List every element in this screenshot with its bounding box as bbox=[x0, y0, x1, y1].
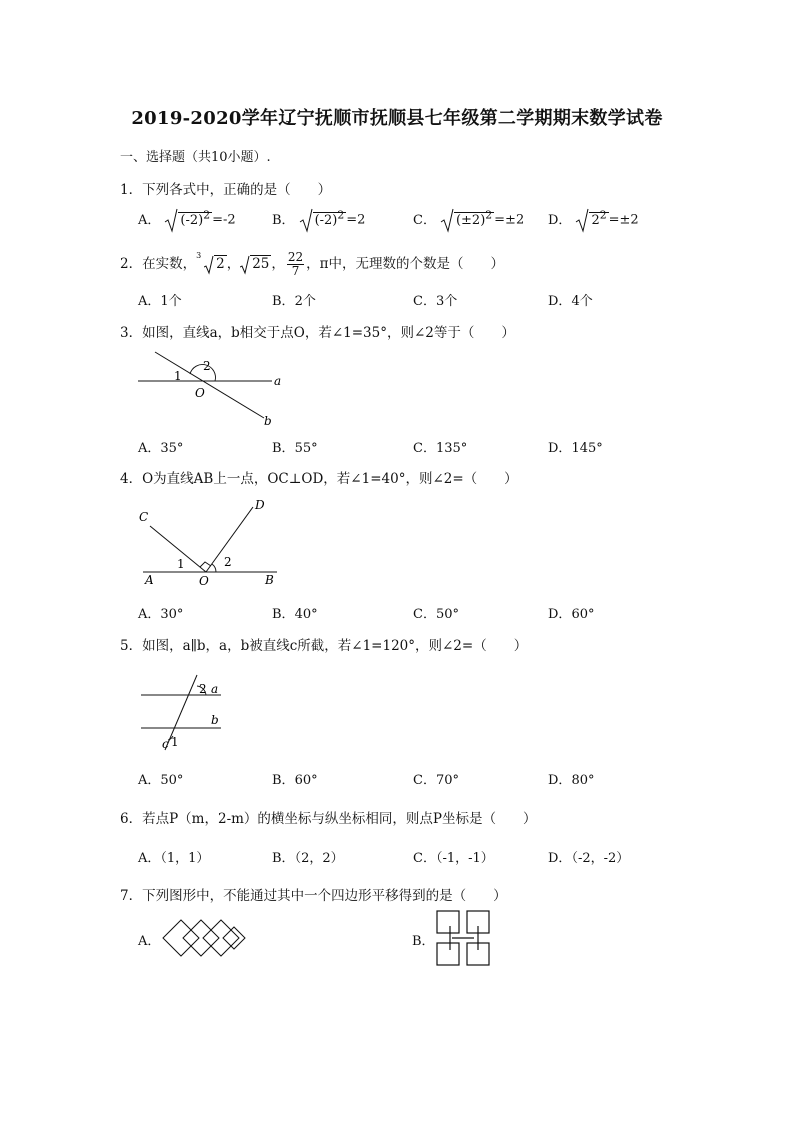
q6-option-b[interactable]: B．（2，2） bbox=[272, 851, 344, 866]
q3-option-d[interactable]: D．145° bbox=[548, 441, 603, 456]
q1d-radicand: $2^2$ bbox=[591, 208, 607, 228]
root-sign-icon bbox=[204, 255, 214, 275]
angle-2-label: 2 bbox=[203, 359, 211, 373]
question-6-stem: 6．若点P（m，2-m）的横坐标与纵坐标相同，则点P坐标是（ ） bbox=[120, 811, 537, 827]
rhombus-shape bbox=[223, 927, 245, 949]
point-b-label: B bbox=[265, 573, 274, 587]
section-heading: 一、选择题（共10小题）. bbox=[120, 150, 271, 165]
angle-1-label: 1 bbox=[177, 557, 185, 571]
sqrt-sign-icon bbox=[299, 207, 313, 233]
page-title: 2019-2020学年辽宁抚顺市抚顺县七年级第二学期期末数学试卷 bbox=[131, 108, 663, 129]
angle-2-label: 2 bbox=[224, 555, 232, 569]
angle-1-label: 1 bbox=[171, 735, 179, 749]
q3-option-c[interactable]: C．135° bbox=[413, 441, 468, 456]
q1-option-b[interactable]: B． $(-2)^2 =2$ bbox=[272, 207, 365, 233]
q5-option-b[interactable]: B．60° bbox=[272, 773, 318, 788]
square-shape bbox=[437, 911, 459, 933]
point-d-label: D bbox=[255, 498, 265, 512]
q4-option-b[interactable]: B．40° bbox=[272, 607, 318, 622]
sqrt-25: 25 bbox=[252, 256, 270, 272]
q5-option-d[interactable]: D．80° bbox=[548, 773, 595, 788]
square-shape bbox=[437, 943, 459, 965]
line-c bbox=[165, 675, 197, 750]
q1-option-d[interactable]: D． $2^2 =\pm 2$ bbox=[548, 207, 639, 233]
point-o-label: O bbox=[199, 574, 209, 588]
q5-option-c[interactable]: C．70° bbox=[413, 773, 459, 788]
q7-option-b-label[interactable]: B． bbox=[412, 934, 435, 949]
rhombus-shape bbox=[203, 920, 239, 956]
right-angle-mark bbox=[200, 562, 211, 567]
q1a-radicand: $(-2)^2$ bbox=[180, 208, 211, 228]
q4-option-a[interactable]: A．30° bbox=[138, 607, 184, 622]
q4-figure bbox=[135, 495, 285, 590]
q5-option-a[interactable]: A．50° bbox=[138, 773, 184, 788]
line-b-label: b bbox=[211, 713, 219, 727]
q1-option-a[interactable]: A． $(-2)^2 =-2$ bbox=[138, 207, 236, 233]
q7-option-b-figure bbox=[434, 908, 494, 970]
question-3-stem: 3．如图，直线a，b相交于点O，若∠1=35°，则∠2等于（ ） bbox=[120, 325, 515, 341]
angle-2-label: 2 bbox=[199, 682, 207, 696]
q4-option-c[interactable]: C．50° bbox=[413, 607, 459, 622]
sqrt-sign-icon bbox=[440, 207, 454, 233]
q6-option-d[interactable]: D．（-2，-2） bbox=[548, 851, 630, 866]
q7-option-a-label[interactable]: A． bbox=[138, 934, 161, 949]
question-4-stem: 4．O为直线AB上一点，OC⊥OD，若∠1=40°，则∠2=（ ） bbox=[120, 471, 518, 487]
sqrt-sign-icon bbox=[575, 207, 589, 233]
question-1-stem: 1．下列各式中，正确的是（ ） bbox=[120, 182, 332, 198]
angle-1-label: 1 bbox=[174, 369, 182, 383]
q3-option-a[interactable]: A．35° bbox=[138, 441, 184, 456]
q4-option-d[interactable]: D．60° bbox=[548, 607, 595, 622]
q1b-radicand: $(-2)^2$ bbox=[314, 208, 345, 228]
q7-option-a-figure bbox=[160, 917, 248, 961]
sqrt-sign-icon bbox=[240, 255, 250, 275]
q5-figure bbox=[135, 670, 235, 755]
q1-option-c[interactable]: C． $(\pm 2)^2 =\pm 2$ bbox=[413, 207, 524, 233]
line-b-label: b bbox=[264, 414, 272, 428]
q3-option-b[interactable]: B．55° bbox=[272, 441, 318, 456]
q6-option-a[interactable]: A．（1，1） bbox=[138, 851, 210, 866]
cube-root: 3 2 bbox=[196, 255, 227, 275]
q2-option-c[interactable]: C．3个 bbox=[413, 294, 458, 309]
q3-figure bbox=[130, 345, 295, 430]
q6-option-c[interactable]: C．（-1，-1） bbox=[413, 851, 494, 866]
question-2-stem: 2．在实数， 3 2 ， 25 ， $\frac{22}{7}$ ，π中，无理数的个数是（ ） bbox=[120, 250, 505, 278]
line-a-label: a bbox=[211, 682, 219, 696]
point-o-label: O bbox=[195, 386, 205, 400]
rhombus-shape bbox=[163, 920, 199, 956]
point-a-label: A bbox=[145, 573, 154, 587]
line-c-label: c bbox=[162, 737, 169, 751]
sqrt-sign-icon bbox=[164, 207, 178, 233]
angle-2-arc bbox=[212, 564, 216, 572]
question-5-stem: 5．如图，a∥b，a，b被直线c所截，若∠1=120°，则∠2=（ ） bbox=[120, 638, 528, 654]
rhombus-shape bbox=[183, 920, 219, 956]
q2-option-a[interactable]: A．1个 bbox=[138, 294, 182, 309]
q1c-radicand: $(\pm 2)^2$ bbox=[455, 208, 493, 228]
q2-option-d[interactable]: D．4个 bbox=[548, 294, 593, 309]
fraction-22-7: $\frac{22}{7}$ bbox=[287, 250, 304, 278]
question-7-stem: 7．下列图形中，不能通过其中一个四边形平移得到的是（ ） bbox=[120, 888, 507, 904]
point-c-label: C bbox=[139, 510, 149, 524]
q2-option-b[interactable]: B．2个 bbox=[272, 294, 316, 309]
line-a-label: a bbox=[274, 374, 282, 388]
